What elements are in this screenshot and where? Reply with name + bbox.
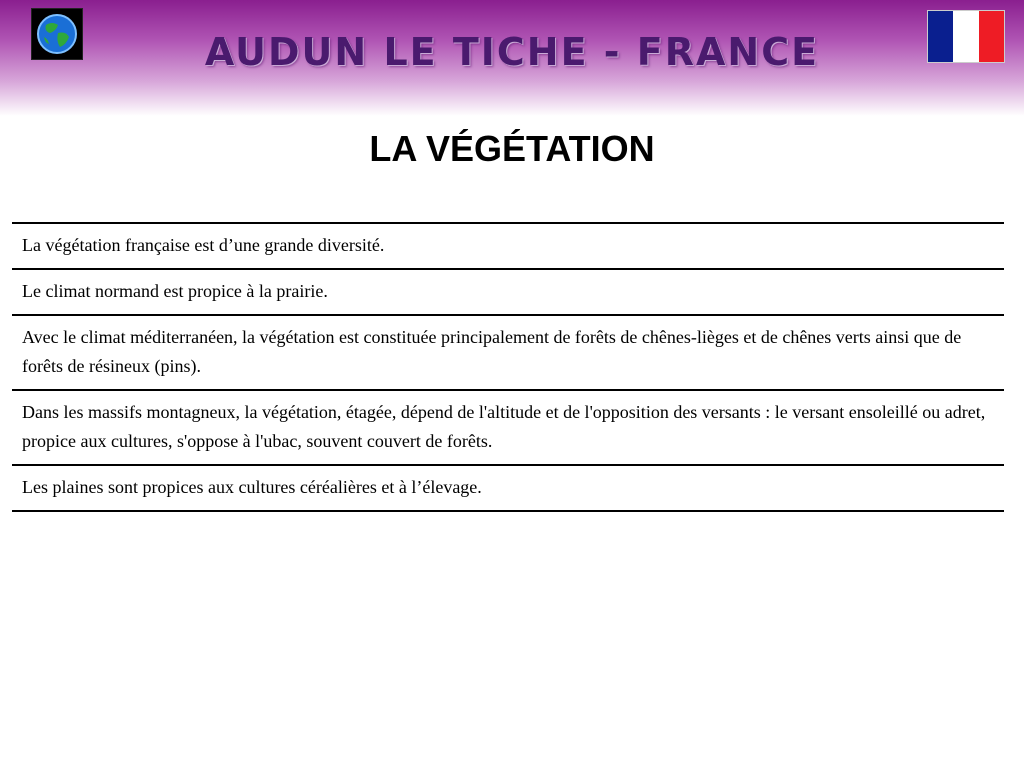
table-cell: Les plaines sont propices aux cultures céréalières et à l’élevage. (12, 465, 1004, 511)
table-cell: Dans les massifs montagneux, la végétation, étagée, dépend de l'altitude et de l'opposition des versants : le versant ensoleillé ou adret, propice aux cultures, s'oppose à l'ubac, souvent couvert de forêts. (12, 390, 1004, 465)
page-title: LA VÉGÉTATION (369, 128, 655, 169)
site-title: AUDUN LE TICHE - FRANCE (204, 30, 820, 74)
table-row (12, 315, 1004, 390)
header-banner (0, 0, 1024, 116)
french-flag-icon (927, 10, 1005, 63)
table-row (12, 465, 1004, 511)
table-row (12, 269, 1004, 315)
table-row (12, 390, 1004, 465)
flag-stripe-blue (928, 11, 953, 62)
content-table-wrap (12, 222, 1004, 512)
flag-stripe-white (953, 11, 978, 62)
table-cell: La végétation française est d’une grande diversité. (12, 223, 1004, 269)
content-table (12, 222, 1004, 512)
table-cell: Avec le climat méditerranéen, la végétation est constituée principalement de forêts de chênes-lièges et de chênes verts ainsi que de forêts de résineux (pins). (12, 315, 1004, 390)
flag-stripe-red (979, 11, 1004, 62)
table-row (12, 223, 1004, 269)
table-cell: Le climat normand est propice à la prairie. (12, 269, 1004, 315)
